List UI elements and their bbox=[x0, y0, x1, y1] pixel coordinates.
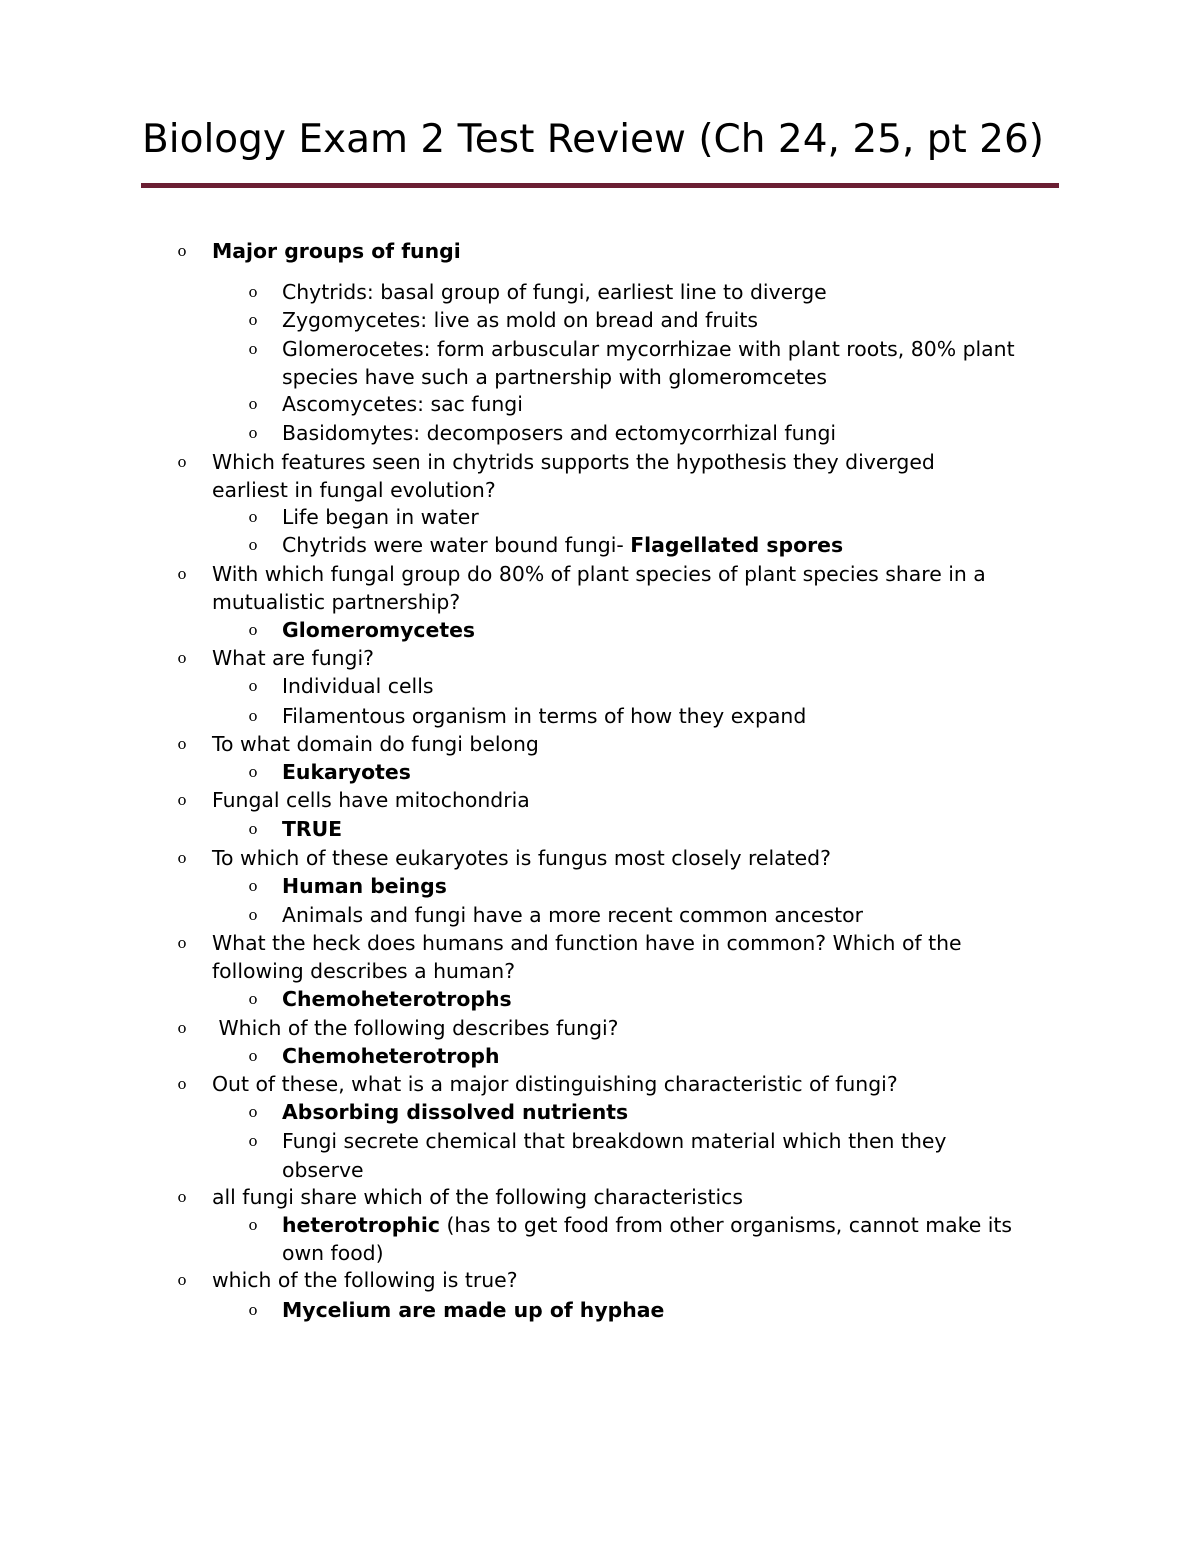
bullet-icon: o bbox=[248, 283, 258, 301]
outline-subitem bbox=[282, 672, 434, 700]
outline-subitem bbox=[282, 1211, 1012, 1239]
outline-subitem bbox=[282, 419, 836, 447]
outline-subitem bbox=[282, 390, 523, 418]
outline-subitem bbox=[282, 616, 475, 644]
item-text: What are fungi? bbox=[212, 646, 374, 670]
outline-subitem bbox=[282, 503, 479, 531]
bullet-icon: o bbox=[248, 677, 258, 695]
bullet-icon: o bbox=[248, 707, 258, 725]
outline-item bbox=[212, 1266, 518, 1294]
bullet-icon: o bbox=[248, 1132, 258, 1150]
item-text: (has to get food from other organisms, cannot make its bbox=[440, 1213, 1013, 1237]
document-title: Biology Exam 2 Test Review (Ch 24, 25, pt 26) bbox=[142, 117, 1045, 162]
bullet-icon: o bbox=[177, 1271, 187, 1289]
item-text: Chytrids were water bound fungi- bbox=[282, 533, 631, 557]
bullet-icon: o bbox=[177, 565, 187, 583]
answer-text: Eukaryotes bbox=[282, 760, 411, 784]
item-text: mutualistic partnership? bbox=[212, 590, 461, 614]
item-text: Ascomycetes: sac fungi bbox=[282, 392, 523, 416]
outline-item bbox=[212, 957, 515, 985]
outline-item bbox=[212, 730, 539, 758]
item-text: Which features seen in chytrids supports the hypothesis they diverged bbox=[212, 450, 935, 474]
item-text: What the heck does humans and function have in common? Which of the bbox=[212, 931, 962, 955]
item-text: Out of these, what is a major distinguishing characteristic of fungi? bbox=[212, 1072, 898, 1096]
item-text: Fungal cells have mitochondria bbox=[212, 788, 530, 812]
outline-item bbox=[212, 588, 460, 616]
outline-subitem bbox=[282, 1239, 384, 1267]
item-text: earliest in fungal evolution? bbox=[212, 478, 496, 502]
answer-text: Human beings bbox=[282, 874, 447, 898]
bullet-icon: o bbox=[177, 849, 187, 867]
outline-subitem bbox=[282, 1042, 499, 1070]
item-text: Individual cells bbox=[282, 674, 434, 698]
bullet-icon: o bbox=[177, 242, 187, 260]
bullet-icon: o bbox=[248, 311, 258, 329]
item-text: With which fungal group do 80% of plant species of plant species share in a bbox=[212, 562, 986, 586]
bullet-icon: o bbox=[177, 1075, 187, 1093]
outline-item bbox=[212, 1070, 898, 1098]
outline-subitem bbox=[282, 758, 411, 786]
item-text: own food) bbox=[282, 1241, 384, 1265]
item-text: Fungi secrete chemical that breakdown material which then they bbox=[282, 1129, 947, 1153]
item-text: To which of these eukaryotes is fungus most closely related? bbox=[212, 846, 831, 870]
item-text: Zygomycetes: live as mold on bread and fruits bbox=[282, 308, 758, 332]
item-text: Filamentous organism in terms of how they expand bbox=[282, 704, 807, 728]
outline-subitem bbox=[282, 278, 827, 306]
answer-text: Major groups of fungi bbox=[212, 239, 461, 263]
bullet-icon: o bbox=[177, 453, 187, 471]
bullet-icon: o bbox=[248, 508, 258, 526]
outline-subitem bbox=[282, 1296, 664, 1324]
bullet-icon: o bbox=[248, 395, 258, 413]
bullet-icon: o bbox=[248, 763, 258, 781]
bullet-icon: o bbox=[248, 536, 258, 554]
outline-item bbox=[212, 644, 374, 672]
answer-text: Glomeromycetes bbox=[282, 618, 476, 642]
outline-item bbox=[212, 476, 496, 504]
bullet-icon: o bbox=[177, 934, 187, 952]
outline-subitem bbox=[282, 985, 512, 1013]
outline-item bbox=[212, 560, 986, 588]
outline-subitem bbox=[282, 1098, 628, 1126]
outline-item bbox=[212, 929, 962, 957]
answer-text: TRUE bbox=[282, 817, 343, 841]
answer-text: heterotrophic bbox=[282, 1213, 440, 1237]
bullet-icon: o bbox=[248, 1216, 258, 1234]
outline-item bbox=[212, 786, 530, 814]
item-text: Which of the following describes fungi? bbox=[212, 1016, 619, 1040]
outline-subitem bbox=[282, 901, 863, 929]
answer-text: Mycelium are made up of hyphae bbox=[282, 1298, 665, 1322]
bullet-icon: o bbox=[248, 990, 258, 1008]
item-text: Chytrids: basal group of fungi, earliest line to diverge bbox=[282, 280, 827, 304]
bullet-icon: o bbox=[177, 1188, 187, 1206]
bullet-icon: o bbox=[248, 424, 258, 442]
answer-text: Flagellated spores bbox=[630, 533, 844, 557]
outline-subitem bbox=[282, 702, 806, 730]
outline-subitem bbox=[282, 363, 827, 391]
outline-subitem bbox=[282, 815, 342, 843]
outline-item bbox=[212, 448, 935, 476]
bullet-icon: o bbox=[248, 906, 258, 924]
outline-subitem bbox=[282, 872, 447, 900]
outline-subitem bbox=[282, 1156, 364, 1184]
bullet-icon: o bbox=[248, 1047, 258, 1065]
outline-subitem bbox=[282, 1127, 946, 1155]
item-text: observe bbox=[282, 1158, 364, 1182]
bullet-icon: o bbox=[177, 791, 187, 809]
outline-subitem bbox=[282, 306, 758, 334]
answer-text: Chemoheterotrophs bbox=[282, 987, 512, 1011]
item-text: species have such a partnership with glomeromcetes bbox=[282, 365, 828, 389]
bullet-icon: o bbox=[177, 1019, 187, 1037]
outline-item bbox=[212, 237, 461, 265]
bullet-icon: o bbox=[248, 340, 258, 358]
answer-text: Absorbing dissolved nutrients bbox=[282, 1100, 629, 1124]
bullet-icon: o bbox=[248, 1301, 258, 1319]
item-text: which of the following is true? bbox=[212, 1268, 518, 1292]
bullet-icon: o bbox=[248, 1103, 258, 1121]
item-text: Basidomytes: decomposers and ectomycorrhizal fungi bbox=[282, 421, 837, 445]
item-text: all fungi share which of the following characteristics bbox=[212, 1185, 743, 1209]
outline-item bbox=[212, 1183, 743, 1211]
item-text: Animals and fungi have a more recent common ancestor bbox=[282, 903, 863, 927]
outline-item bbox=[212, 844, 831, 872]
bullet-icon: o bbox=[248, 820, 258, 838]
outline-subitem bbox=[282, 335, 1015, 363]
item-text: Life began in water bbox=[282, 505, 479, 529]
item-text: To what domain do fungi belong bbox=[212, 732, 539, 756]
bullet-icon: o bbox=[248, 621, 258, 639]
bullet-icon: o bbox=[177, 735, 187, 753]
bullet-icon: o bbox=[248, 877, 258, 895]
item-text: Glomerocetes: form arbuscular mycorrhizae with plant roots, 80% plant bbox=[282, 337, 1015, 361]
outline-subitem bbox=[282, 531, 843, 559]
outline-item bbox=[212, 1014, 619, 1042]
answer-text: Chemoheterotroph bbox=[282, 1044, 500, 1068]
bullet-icon: o bbox=[177, 649, 187, 667]
item-text: following describes a human? bbox=[212, 959, 516, 983]
